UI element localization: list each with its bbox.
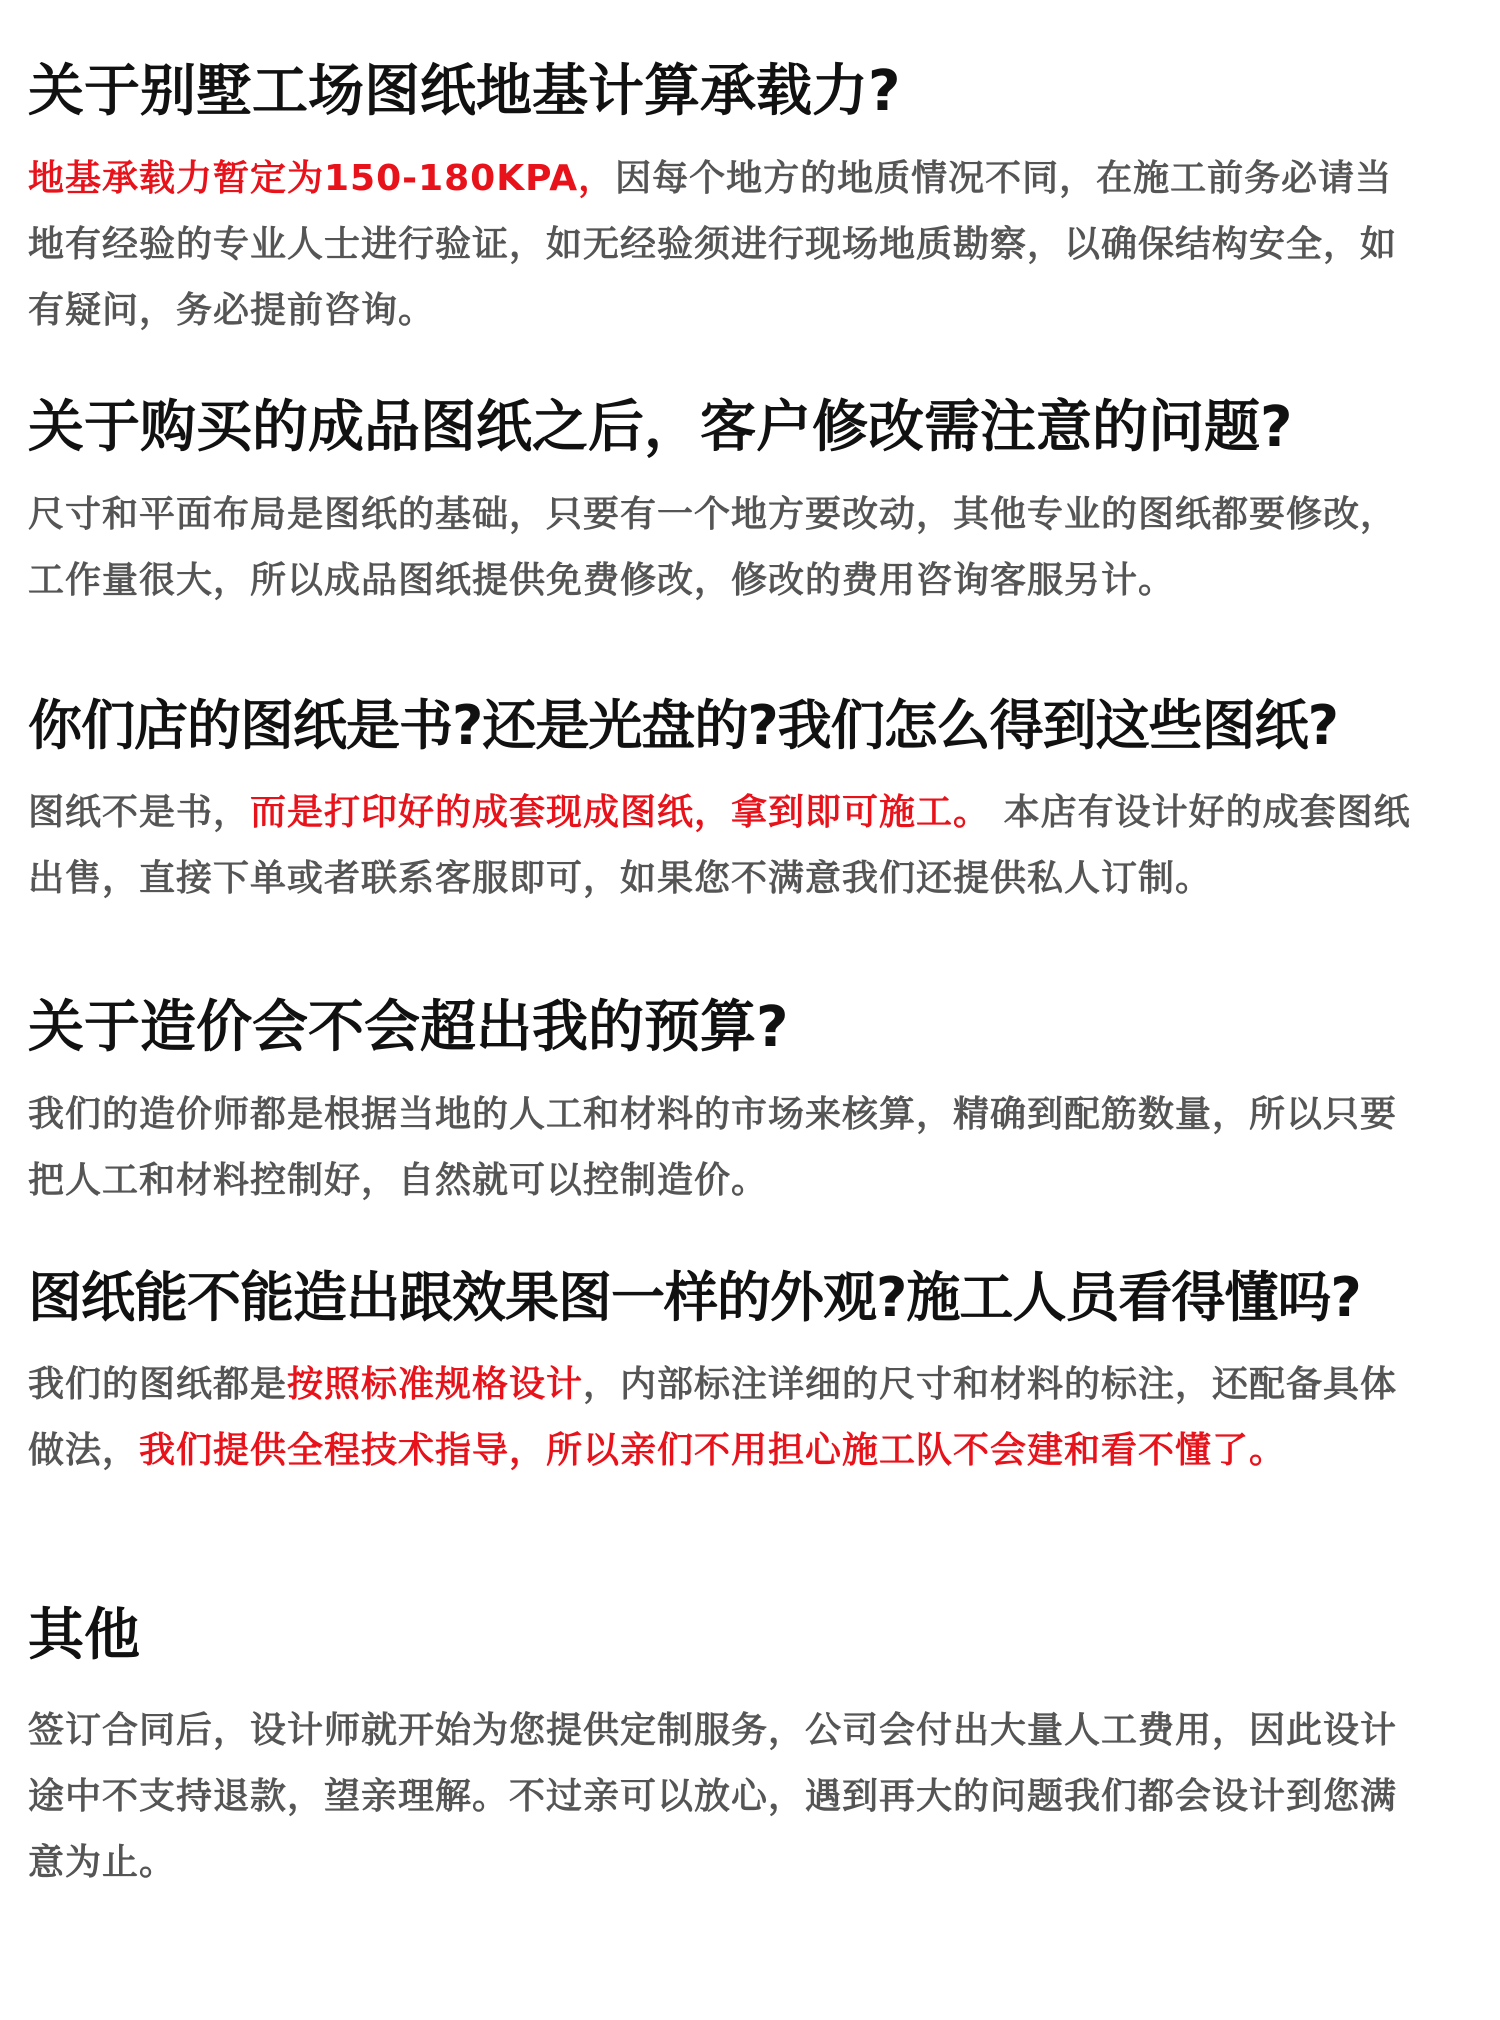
answer-text: 尺寸和平面布局是图纸的基础，只要有一个地方要改动，其他专业的图纸都要修改，工作量很大，所以成品图纸提供免费修改，修改的费用咨询客服另计。 [28, 494, 1398, 601]
faq-section-6 [28, 1600, 1468, 1896]
answer-text: 我们的造价师都是根据当地的人工和材料的市场来核算，精确到配筋数量，所以只要把人工和材料控制好，自然就可以控制造价。 [28, 1094, 1398, 1201]
faq-section-4 [28, 992, 1468, 1214]
faq-section-3 [28, 690, 1468, 912]
answer-text: 因每个地方的地质情况不同，在施工前务必请当地有经验的专业人士进行验证，如无经验须进行现场地质勘察，以确保结构安全，如有疑问，务必提前咨询。 [28, 158, 1398, 331]
faq-question: 图纸能不能造出跟效果图一样的外观?施工人员看得懂吗? [28, 1266, 1361, 1329]
faq-answer [28, 146, 1428, 344]
faq-answer [28, 482, 1428, 614]
answer-text: 本店有设计好的成套图纸出售，直接下单或者联系客服即可，如果您不满意我们还提供私人订制。 [28, 792, 1411, 899]
answer-highlight-text: 地基承载力暂定为150-180KPA， [28, 158, 616, 199]
faq-question: 关于购买的成品图纸之后，客户修改需注意的问题? [28, 395, 1293, 460]
answer-text: ，内部标注详细的尺寸和材料的标注，还配备具体做法， [28, 1364, 1398, 1471]
faq-section-1 [28, 56, 1468, 344]
faq-section-2 [28, 392, 1468, 614]
answer-highlight-text: 按照标准规格设计 [287, 1364, 584, 1405]
answer-text: 图纸不是书， [28, 792, 251, 833]
faq-answer [28, 1082, 1428, 1214]
answer-highlight-text: 我们提供全程技术指导，所以亲们不用担心施工队不会建和看不懂了。 [139, 1430, 1287, 1471]
answer-text: 签订合同后，设计师就开始为您提供定制服务，公司会付出大量人工费用，因此设计途中不支持退款，望亲理解。不过亲可以放心，遇到再大的问题我们都会设计到您满意为止。 [28, 1710, 1398, 1883]
faq-question: 关于别墅工场图纸地基计算承载力? [28, 59, 901, 124]
faq-question: 你们店的图纸是书?还是光盘的?我们怎么得到这些图纸? [28, 694, 1338, 757]
faq-answer [28, 1352, 1428, 1484]
faq-answer [28, 1698, 1428, 1896]
faq-section-5 [28, 1262, 1468, 1484]
faq-answer [28, 780, 1428, 912]
faq-question: 关于造价会不会超出我的预算? [28, 995, 789, 1060]
answer-highlight-text: 而是打印好的成套现成图纸，拿到即可施工。 [250, 792, 991, 833]
faq-question: 其他 [28, 1603, 140, 1668]
answer-text: 我们的图纸都是 [28, 1364, 288, 1405]
